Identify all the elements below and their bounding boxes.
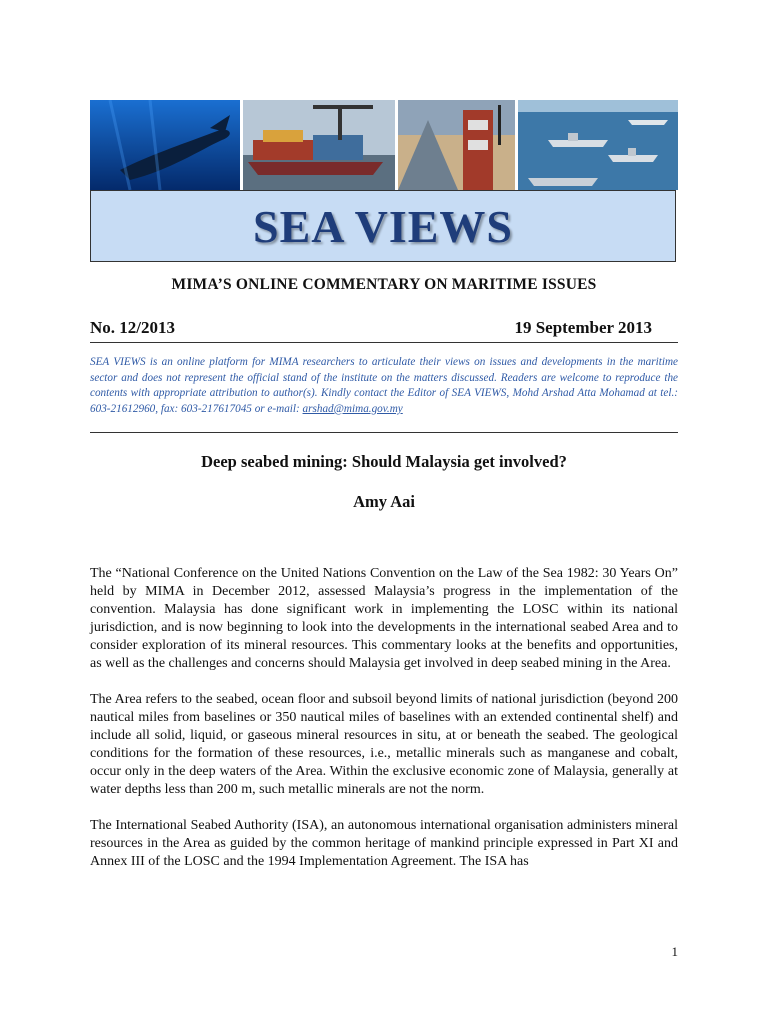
issue-date: 19 September 2013 <box>514 318 652 337</box>
harbour-photo <box>398 100 515 190</box>
body-paragraph: The “National Conference on the United Nations Convention on the Law of the Sea 1982: 30 Years On” held by MIMA in December 2012, assessed Malaysia’s progress in the implementation of the convention. Malaysia has done significant work in implementing the LOSC within its national jurisdiction, and is now beginning to look into the developments in the international seabed Area and to consider exploration of its mineral resources. This commentary looks at the benefits and opportunities, as well as the challenges and concerns should Malaysia get involved in deep seabed mining in the Area. <box>90 566 678 671</box>
page-number: 1 <box>671 944 678 959</box>
masthead-banner <box>90 100 678 190</box>
disclaimer <box>90 355 678 417</box>
article-title: Deep seabed mining: Should Malaysia get involved? <box>201 452 567 471</box>
article-body <box>90 565 678 889</box>
whale-photo <box>90 100 240 190</box>
issue-info-row <box>90 318 678 343</box>
body-paragraph: The International Seabed Authority (ISA), an autonomous international organisation administers mineral resources in the Area as guided by the common heritage of mankind principle expressed in Part XI and Annex III of the LOSC and the 1994 Implementation Agreement. The ISA has <box>90 818 678 869</box>
article-author: Amy Aai <box>353 492 415 511</box>
container-port-photo <box>243 100 395 190</box>
publication-subtitle: MIMA’S ONLINE COMMENTARY ON MARITIME ISSUES <box>171 276 597 293</box>
issue-number: No. 12/2013 <box>90 318 175 337</box>
editor-email-link[interactable]: arshad@mima.gov.my <box>302 402 403 415</box>
disclaimer-text: SEA VIEWS is an online platform for MIMA researchers to articulate their views on issues and developments in the maritime sector and does not represent the official stand of the institute on the matters discussed. Readers are welcome to reproduce the contents with appropriate attribution to author(s). Kindly contact the Editor of SEA VIEWS, Mohd Arshad Atta Mohamad at tel.: 603-21612960, fax: 603-217617045 or e-mail: <box>90 356 678 415</box>
divider-rule <box>90 432 678 433</box>
masthead-title-box <box>90 190 676 262</box>
naval-ships-photo <box>518 100 678 190</box>
body-paragraph: The Area refers to the seabed, ocean floor and subsoil beyond limits of national jurisdiction (beyond 200 nautical miles from baselines or 350 nautical miles of baselines with an extended continental shelf) and include all solid, liquid, or gaseous mineral resources in situ, at or beneath the seabed. The geological conditions for the formation of these resources, i.e., metallic minerals such as manganese and cobalt, occur only in the deep waters of the Area. Within the exclusive economic zone of Malaysia, generally at water depths less than 200 m, such metallic minerals are not the norm. <box>90 692 678 797</box>
publication-title: SEA VIEWS <box>252 200 513 252</box>
